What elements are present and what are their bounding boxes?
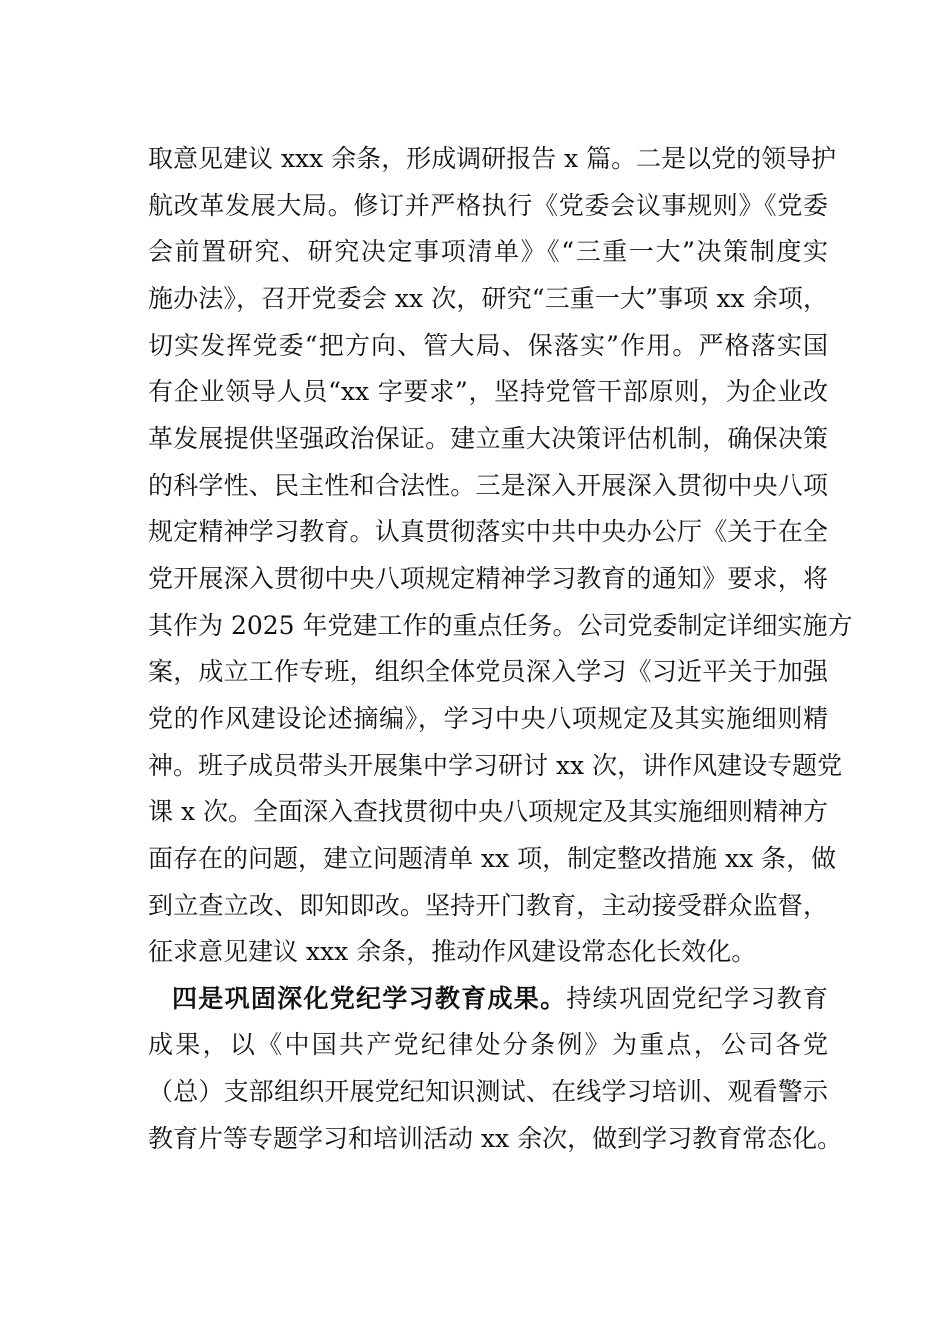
text-line: 到立查立改、即知即改。坚持开门教育，主动接受群众监督， — [148, 891, 828, 920]
text-line: 党开展深入贯彻中央八项规定精神学习教育的通知》要求，将 — [148, 564, 828, 593]
text-line: （总）支部组织开展党纪知识测试、在线学习培训、观看警示 — [148, 1077, 828, 1106]
text-line: 取意见建议 xxx 余条，形成调研报告 x 篇。二是以党的领导护 — [148, 144, 837, 173]
paragraph-lead-heading: 四是巩固深化党纪学习教育成果。 — [172, 984, 567, 1013]
text-line-rest: 持续巩固党纪学习教育 — [566, 984, 828, 1013]
text-line: 神。班子成员带头开展集中学习研讨 xx 次，讲作风建设专题党 — [148, 751, 843, 780]
text-line: 课 x 次。全面深入查找贯彻中央八项规定及其实施细则精神方 — [148, 797, 828, 826]
text-line: 会前置研究、研究决定事项清单》《“三重一大”决策制度实 — [148, 237, 828, 266]
text-line: 教育片等专题学习和培训活动 xx 余次，做到学习教育常态化。 — [148, 1124, 843, 1153]
text-line: 案，成立工作专班，组织全体党员深入学习《习近平关于加强 — [148, 657, 828, 686]
text-line: 革发展提供坚强政治保证。建立重大决策评估机制，确保决策 — [148, 424, 828, 453]
text-line: 的科学性、民主性和合法性。三是深入开展深入贯彻中央八项 — [148, 471, 828, 500]
text-line: 党的作风建设论述摘编》，学习中央八项规定及其实施细则精 — [148, 704, 828, 733]
text-line: 规定精神学习教育。认真贯彻落实中共中央办公厅《关于在全 — [148, 517, 828, 546]
text-line — [172, 983, 828, 1015]
text-line: 面存在的问题，建立问题清单 xx 项，制定整改措施 xx 条，做 — [148, 844, 837, 873]
text-line: 有企业领导人员“xx 字要求”，坚持党管干部原则，为企业改 — [148, 377, 828, 406]
text-line: 施办法》，召开党委会 xx 次，研究“三重一大”事项 xx 余项， — [148, 284, 828, 313]
text-line: 其作为 2025 年党建工作的重点任务。公司党委制定详细实施方 — [148, 611, 853, 640]
text-line: 航改革发展大局。修订并严格执行《党委会议事规则》《党委 — [148, 191, 828, 220]
text-line: 成果，以《中国共产党纪律处分条例》为重点，公司各党 — [148, 1030, 828, 1059]
text-line: 征求意见建议 xxx 余条，推动作风建设常态化长效化。 — [148, 937, 757, 966]
text-line: 切实发挥党委“把方向、管大局、保落实”作用。严格落实国 — [148, 331, 828, 360]
